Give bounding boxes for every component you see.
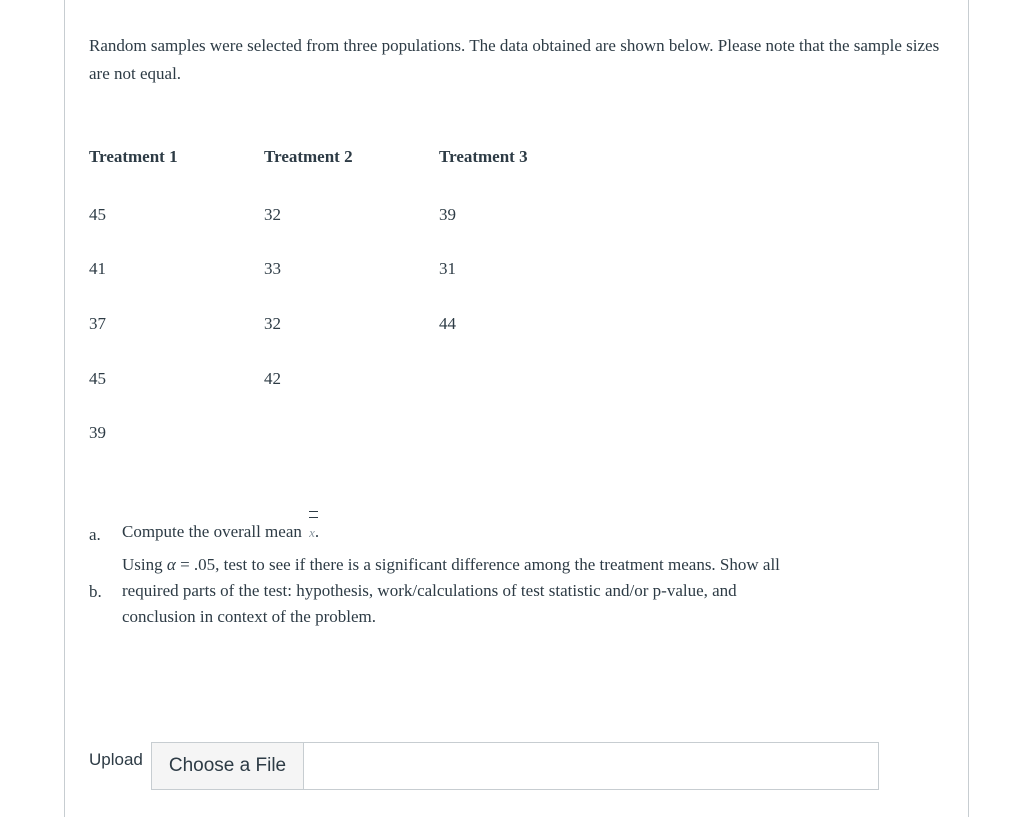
choose-file-button[interactable]: Choose a File [152, 743, 304, 789]
table-cell: 41 [89, 259, 106, 278]
part-a-label: Compute the overall mean [122, 522, 302, 541]
part-a-text [122, 519, 319, 546]
part-b-marker: b. [89, 582, 102, 601]
table-cell: 33 [264, 259, 281, 278]
file-upload-field[interactable] [151, 742, 879, 790]
part-b-text [122, 552, 802, 630]
header-treatment-2: Treatment 2 [264, 147, 353, 166]
table-cell: 44 [439, 314, 456, 333]
table-cell: 37 [89, 314, 106, 333]
table-cell: 32 [264, 205, 281, 224]
table-cell: 45 [89, 369, 106, 388]
part-a-period: . [314, 522, 320, 541]
table-cell: 32 [264, 314, 281, 333]
header-treatment-1: Treatment 1 [89, 147, 178, 166]
alpha-symbol: α [166, 555, 176, 574]
header-treatment-3: Treatment 3 [439, 147, 528, 166]
question-frame [64, 0, 969, 817]
part-a-marker: a. [89, 525, 101, 544]
question-intro: Random samples were selected from three populations. The data obtained are shown below. Please note that the sample sizes are not equal. [89, 36, 940, 83]
table-cell: 31 [439, 259, 456, 278]
part-b-pre: Using [122, 555, 163, 574]
x-double-bar-symbol: x [309, 520, 315, 546]
table-cell: 39 [89, 423, 106, 442]
table-cell: 45 [89, 205, 106, 224]
table-cell: 42 [264, 369, 281, 388]
table-cell: 39 [439, 205, 456, 224]
part-b-body: = .05, test to see if there is a significant difference among the treatment means. Show all required parts of the test: hypothesis, work/calculations of test statistic and/or p-value, and conclusion in context of the problem. [122, 555, 780, 626]
upload-label: Upload [89, 750, 143, 769]
